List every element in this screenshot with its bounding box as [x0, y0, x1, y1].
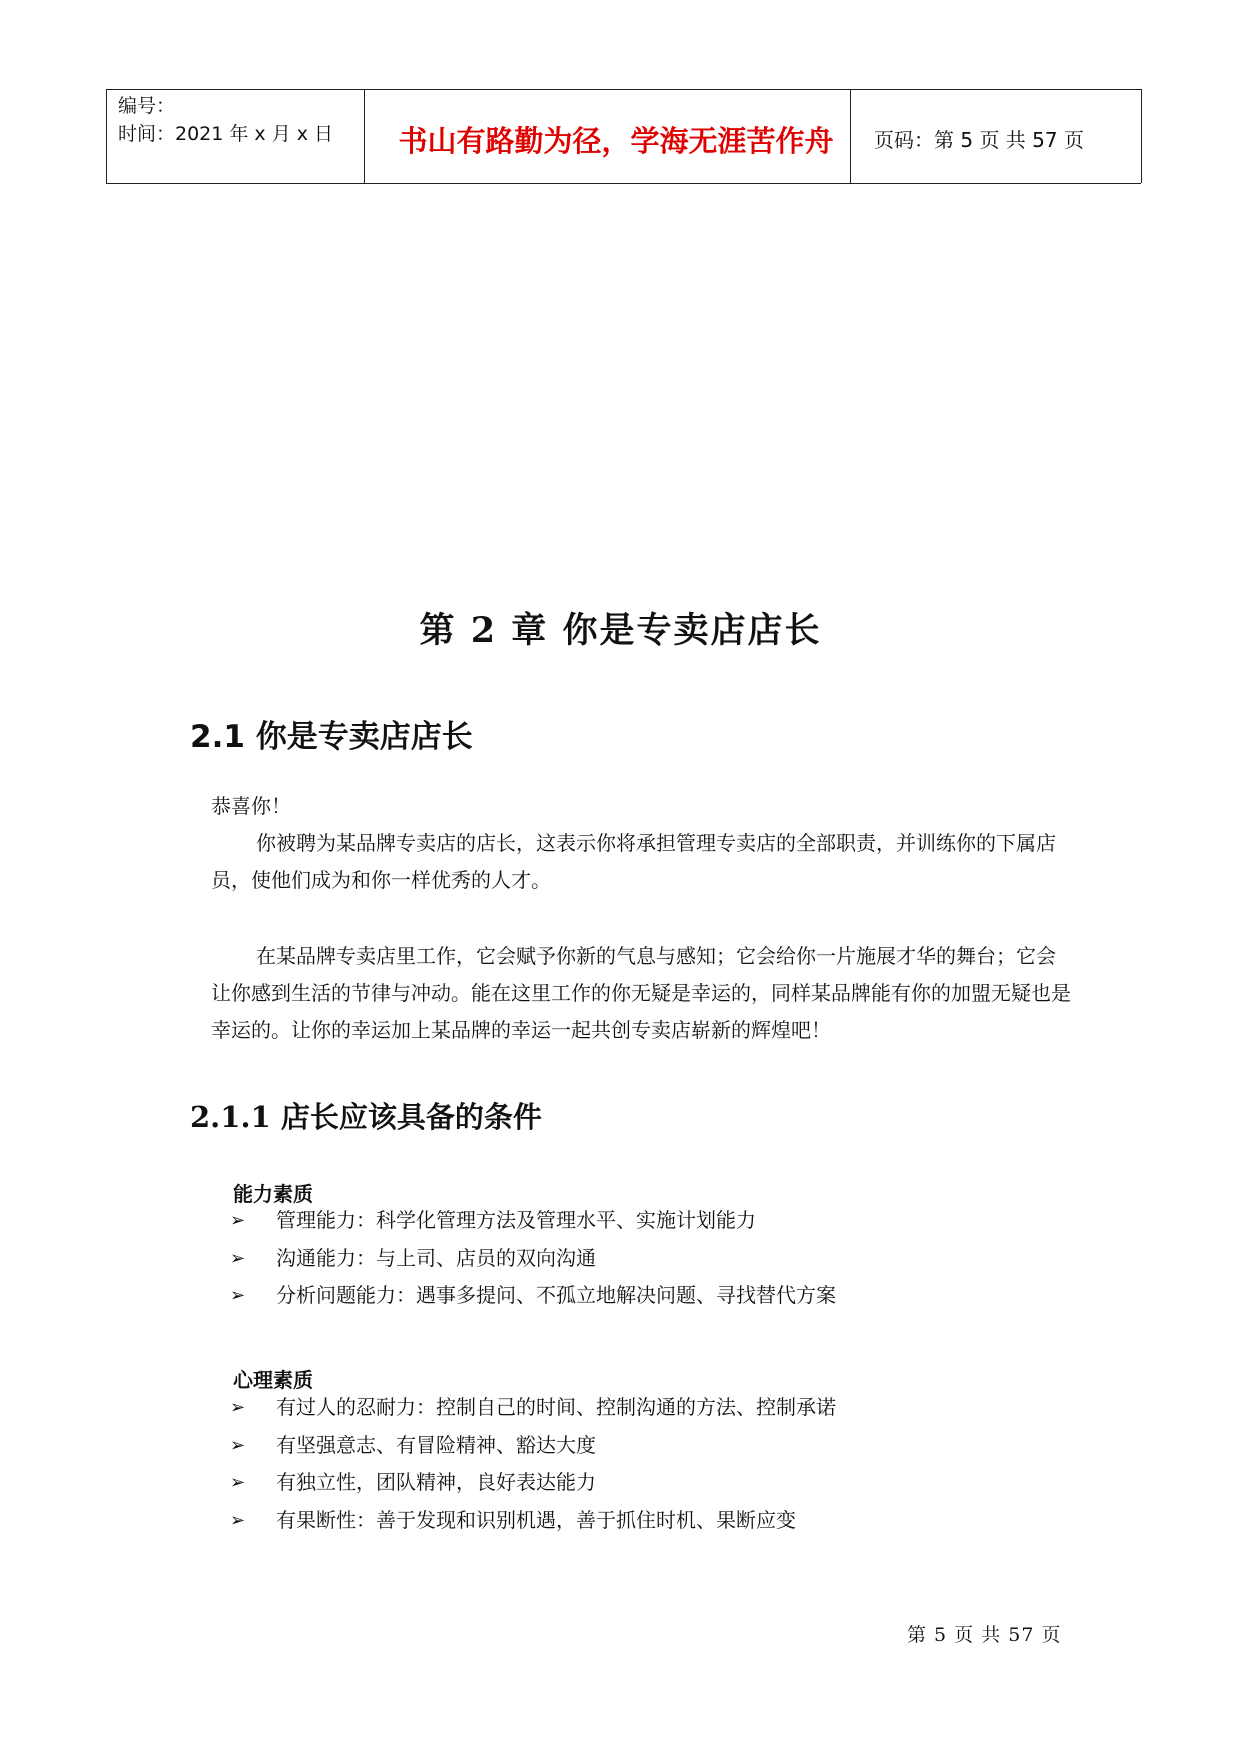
- list-item-text: 有过人的忍耐力：控制自己的时间、控制沟通的方法、控制承诺: [276, 1395, 836, 1419]
- list-item: [230, 1389, 836, 1427]
- header-top-rule: [106, 89, 1141, 90]
- header-right-border: [1141, 89, 1142, 183]
- paragraph-2: 在某品牌专卖店里工作，它会赋予你新的气息与感知；它会给你一片施展才华的舞台；它会让你感到生活的节律与冲动。能在这里工作的你无疑是幸运的，同样某品牌能有你的加盟无疑也是幸运的。让你的幸运加上某品牌的幸运一起共创专卖店崭新的辉煌吧！: [211, 944, 1071, 1042]
- subsection-title: 2.1.1 店长应该具备的条件: [190, 1100, 542, 1134]
- arrow-bullet-icon: ➢: [230, 1285, 246, 1306]
- list-item: [230, 1202, 836, 1240]
- list-item: [230, 1427, 836, 1465]
- list-item: [230, 1464, 836, 1502]
- header-bottom-rule: [106, 183, 1141, 184]
- arrow-bullet-icon: ➢: [230, 1509, 246, 1531]
- chapter-title: 第 2 章 你是专卖店店长: [419, 610, 822, 651]
- arrow-bullet-icon: ➢: [230, 1397, 246, 1418]
- header-divider-1: [364, 89, 365, 183]
- list-item-text: 分析问题能力：遇事多提问、不孤立地解决问题、寻找替代方案: [276, 1283, 836, 1307]
- list-item: [230, 1240, 836, 1278]
- header-left-border: [106, 89, 107, 183]
- list-item-text: 管理能力：科学化管理方法及管理水平、实施计划能力: [276, 1208, 756, 1232]
- arrow-bullet-icon: ➢: [230, 1472, 246, 1493]
- paragraph-1: 你被聘为某品牌专卖店的店长，这表示你将承担管理专卖店的全部职责，并训练你的下属店员，使他们成为和你一样优秀的人才。: [211, 831, 1056, 892]
- group-heading-ability: 能力素质: [233, 1182, 313, 1206]
- list-item-text: 沟通能力：与上司、店员的双向沟通: [276, 1245, 596, 1270]
- group-heading-psychology: 心理素质: [233, 1368, 313, 1392]
- list-item: [230, 1277, 836, 1315]
- header-time-label: 时间：2021 年 x 月 x 日: [118, 123, 334, 145]
- list-item-text: 有坚强意志、有冒险精神、豁达大度: [276, 1432, 596, 1457]
- header-meta: [118, 92, 333, 148]
- arrow-bullet-icon: ➢: [230, 1434, 246, 1456]
- psychology-list: [230, 1389, 836, 1539]
- header-motto: 书山有路勤为径，学海无涯苦作舟: [398, 124, 834, 158]
- ability-list: [230, 1202, 836, 1315]
- greeting: 恭喜你！: [211, 794, 291, 818]
- list-item-text: 有果断性：善于发现和识别机遇，善于抓住时机、果断应变: [276, 1507, 796, 1532]
- header-page-info: 页码：第 5 页 共 57 页: [874, 128, 1084, 152]
- list-item: [230, 1502, 836, 1540]
- page-footer: 第 5 页 共 57 页: [907, 1624, 1062, 1646]
- section-title: 2.1 你是专卖店店长: [190, 719, 473, 755]
- header-number-label: 编号：: [118, 95, 176, 117]
- list-item-text: 有独立性，团队精神，良好表达能力: [276, 1470, 596, 1494]
- arrow-bullet-icon: ➢: [230, 1210, 246, 1231]
- arrow-bullet-icon: ➢: [230, 1247, 246, 1269]
